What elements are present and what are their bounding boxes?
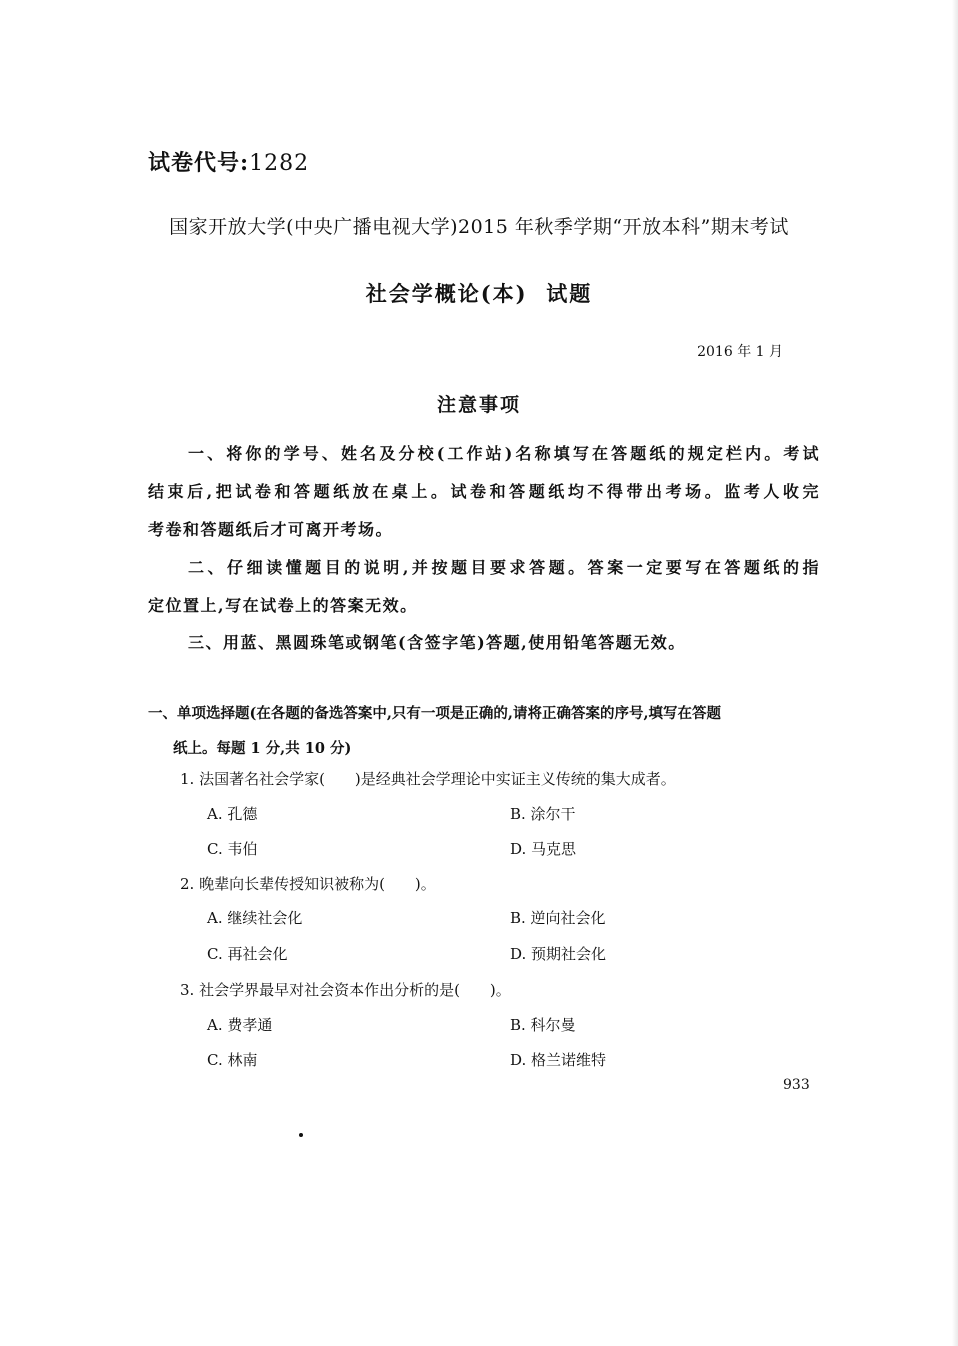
exam-code bbox=[148, 146, 309, 177]
question-3-option-a: A. 费孝通 bbox=[207, 1016, 273, 1034]
question-3-option-c: C. 林南 bbox=[207, 1051, 258, 1069]
notice-line-6: 三、用蓝、黑圆珠笔或钢笔(含签字笔)答题,使用铅笔答题无效。 bbox=[188, 633, 686, 652]
question-3-option-d: D. 格兰诺维特 bbox=[510, 1051, 607, 1069]
notice-line-2: 结束后,把试卷和答题纸放在桌上。试卷和答题纸均不得带出考场。监考人收完 bbox=[148, 482, 820, 501]
scan-speck bbox=[299, 1133, 303, 1137]
notice-line-5: 定位置上,写在试卷上的答案无效。 bbox=[148, 596, 418, 615]
notice-line-4: 二、仔细读懂题目的说明,并按题目要求答题。答案一定要写在答题纸的指 bbox=[188, 558, 820, 577]
question-1-option-d: D. 马克思 bbox=[510, 840, 577, 858]
university-exam-line: 国家开放大学(中央广播电视大学)2015 年秋季学期“开放本科”期末考试 bbox=[169, 216, 789, 238]
question-2-option-b: B. 逆向社会化 bbox=[510, 909, 606, 927]
question-2-option-a: A. 继续社会化 bbox=[207, 909, 303, 927]
page-number: 933 bbox=[783, 1077, 810, 1093]
question-1-option-c: C. 韦伯 bbox=[207, 840, 258, 858]
question-3-option-b: B. 科尔曼 bbox=[510, 1016, 576, 1034]
question-1-option-a: A. 孔德 bbox=[207, 805, 258, 823]
question-2-stem: 2. 晚辈向长辈传授知识被称为( )。 bbox=[180, 875, 436, 893]
question-2-option-c: C. 再社会化 bbox=[207, 945, 288, 963]
notice-line-3: 考卷和答题纸后才可离开考场。 bbox=[148, 520, 394, 539]
notice-line-1: 一、将你的学号、姓名及分校(工作站)名称填写在答题纸的规定栏内。考试 bbox=[188, 444, 820, 463]
paper-title: 社会学概论(本) 试题 bbox=[365, 281, 593, 306]
notice-heading: 注意事项 bbox=[436, 394, 521, 416]
question-1-stem: 1. 法国著名社会学家( )是经典社会学理论中实证主义传统的集大成者。 bbox=[180, 770, 676, 788]
section-1-heading-continued: 纸上。每题 1 分,共 10 分) bbox=[173, 740, 352, 757]
exam-code-label: 试卷代号: bbox=[148, 150, 250, 176]
exam-code-number: 1282 bbox=[249, 151, 310, 176]
question-1-option-b: B. 涂尔干 bbox=[510, 805, 576, 823]
section-1-heading: 一、单项选择题(在各题的备选答案中,只有一项是正确的,请将正确答案的序号,填写在答题 bbox=[148, 705, 722, 722]
scan-edge-shadow bbox=[952, 0, 958, 1346]
question-3-stem: 3. 社会学界最早对社会资本作出分析的是( )。 bbox=[180, 981, 511, 999]
exam-date: 2016 年 1 月 bbox=[697, 344, 783, 360]
question-2-option-d: D. 预期社会化 bbox=[510, 945, 607, 963]
